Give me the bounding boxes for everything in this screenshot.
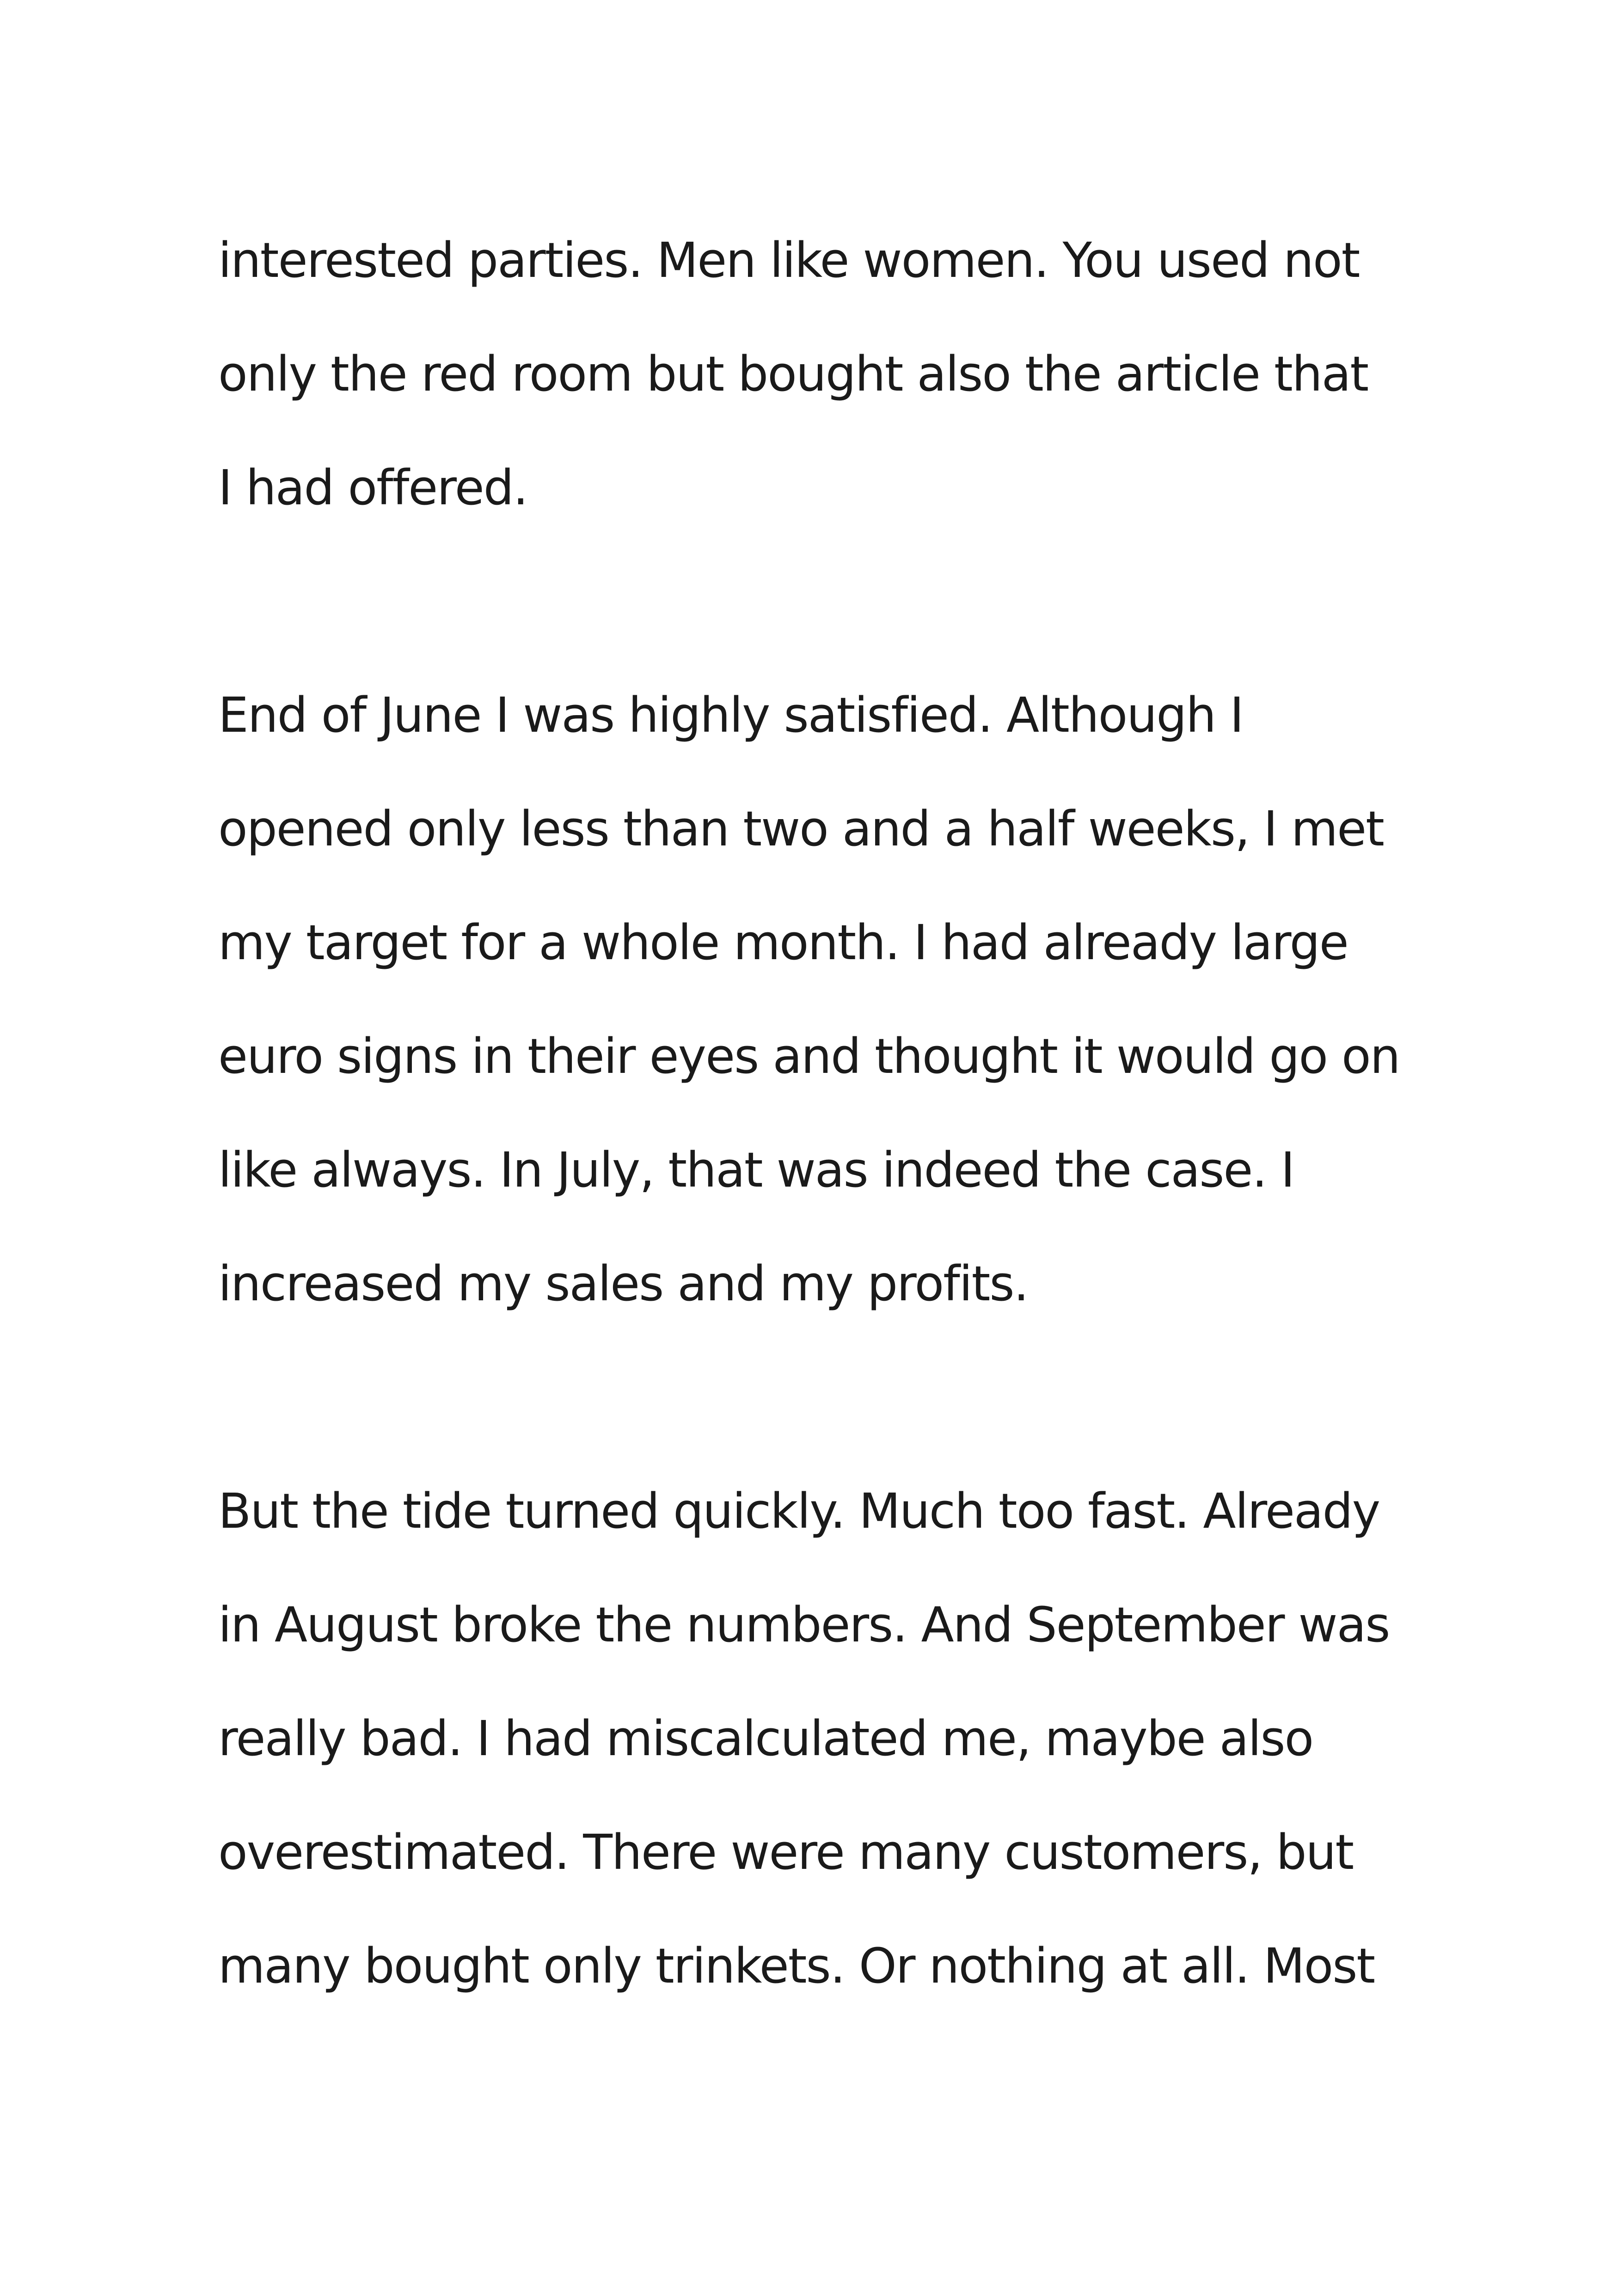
text-line: interested parties. Men like women. You used not (218, 232, 1360, 288)
text-line: in August broke the numbers. And September was (218, 1597, 1390, 1653)
paragraph-spacer (218, 545, 1466, 658)
text-line: euro signs in their eyes and thought it would go on (218, 1028, 1400, 1084)
paragraph-1 (218, 203, 1466, 545)
text-line: increased my sales and my profits. (218, 1255, 1028, 1312)
text-line: my target for a whole month. I had already large (218, 914, 1348, 971)
text-line: many bought only trinkets. Or nothing at all. Most (218, 1938, 1375, 1994)
paragraph-2 (218, 658, 1466, 1341)
body-text (218, 203, 1466, 2023)
text-line: I had offered. (218, 459, 527, 516)
paragraph-spacer (218, 1341, 1466, 1454)
text-line: But the tide turned quickly. Much too fast. Already (218, 1483, 1380, 1539)
text-line: really bad. I had miscalculated me, maybe also (218, 1710, 1313, 1767)
paragraph-3 (218, 1454, 1466, 2023)
text-line: opened only less than two and a half weeks, I met (218, 801, 1384, 857)
text-line: End of June I was highly satisfied. Although I (218, 687, 1243, 743)
text-line: like always. In July, that was indeed the case. I (218, 1142, 1294, 1198)
text-line: only the red room but bought also the article that (218, 346, 1368, 402)
text-line: overestimated. There were many customers, but (218, 1824, 1354, 1880)
